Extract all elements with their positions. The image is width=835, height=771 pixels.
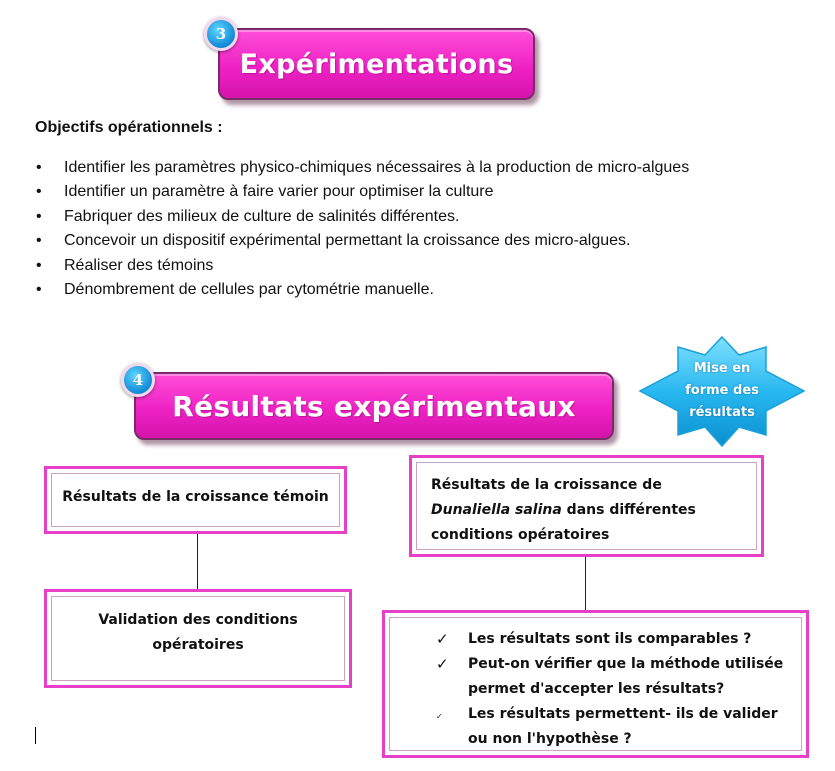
check-icon: ✓ bbox=[436, 655, 449, 673]
objectives-title: Objectifs opérationnels : bbox=[35, 119, 223, 136]
objective-item: • Identifier les paramètres physico-chimiques nécessaires à la production de micro-algues bbox=[34, 158, 689, 182]
section3-banner bbox=[218, 28, 535, 100]
question-item bbox=[420, 652, 789, 702]
box-croissance-temoin bbox=[44, 466, 347, 534]
objective-item: • Concevoir un dispositif expérimental permettant la croissance des micro-algues. bbox=[34, 231, 689, 255]
section4-number-badge: 4 bbox=[121, 363, 155, 397]
question-text: Peut-on vérifier que la méthode utilisée permet d'accepter les résultats? bbox=[468, 656, 784, 697]
text-cursor bbox=[35, 727, 36, 744]
question-item bbox=[420, 702, 789, 752]
box-validation-text: Validation des conditions opératoires bbox=[51, 596, 345, 681]
dunaliella-prefix: Résultats de la croissance de bbox=[431, 477, 662, 493]
box-croissance-dunaliella-text bbox=[416, 462, 757, 550]
section4-banner bbox=[134, 372, 614, 440]
objective-item: • Dénombrement de cellules par cytométrie manuelle. bbox=[34, 280, 689, 304]
box-questions-list bbox=[389, 617, 802, 751]
dunaliella-suffix: dans différentes conditions opératoires bbox=[431, 502, 696, 543]
box-validation-conditions bbox=[44, 589, 352, 688]
section3-number-badge: 3 bbox=[204, 17, 238, 51]
box-croissance-dunaliella bbox=[409, 455, 764, 557]
section4-title: Résultats expérimentaux bbox=[172, 389, 576, 423]
connector-line-right bbox=[585, 557, 586, 610]
question-text: Les résultats permettent- ils de valider ou non l'hypothèse ? bbox=[468, 706, 778, 747]
check-icon: ✓ bbox=[436, 630, 449, 648]
star-badge-text: Mise en forme des résultats bbox=[685, 361, 759, 420]
objective-item: • Identifier un paramètre à faire varier pour optimiser la culture bbox=[34, 182, 689, 206]
dunaliella-species: Dunaliella salina bbox=[431, 502, 562, 518]
question-item bbox=[420, 627, 789, 652]
question-text: Les résultats sont ils comparables ? bbox=[468, 631, 752, 647]
box-questions bbox=[382, 610, 809, 758]
box-croissance-temoin-text: Résultats de la croissance témoin bbox=[51, 473, 340, 527]
connector-line-left bbox=[197, 534, 198, 589]
objective-item: • Fabriquer des milieux de culture de salinités différentes. bbox=[34, 207, 689, 231]
objectives-list bbox=[34, 158, 689, 304]
objective-item: • Réaliser des témoins bbox=[34, 256, 689, 280]
check-icon: ✓ bbox=[436, 712, 443, 721]
section3-title: Expérimentations bbox=[239, 48, 514, 80]
